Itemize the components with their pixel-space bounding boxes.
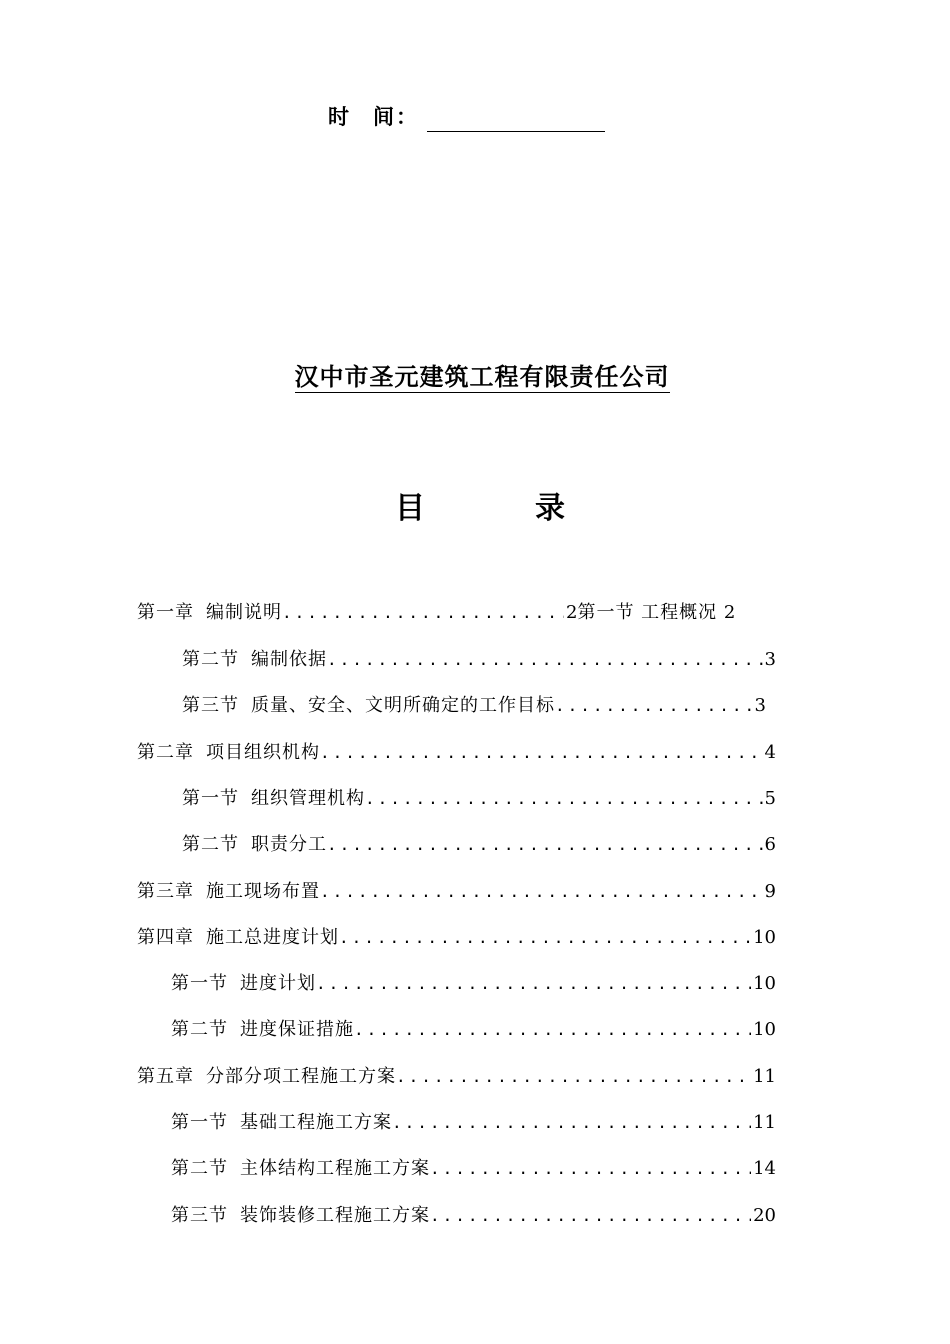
toc-entry[interactable]: 第五章 分部分项工程施工方案 ..... 11 (137, 1063, 776, 1091)
toc-leader (430, 1202, 751, 1230)
toc-entry[interactable]: 第三节 质量、安全、文明所确定的工作目标 ..... 3 (182, 692, 766, 720)
toc-page-number: 10 (753, 927, 776, 948)
toc-entry[interactable]: 第二章 项目组织机构 ..... 4 (137, 739, 776, 767)
toc-leader (320, 739, 763, 767)
toc-entry[interactable]: 第二节 职责分工 ..... 6 (182, 831, 776, 859)
company-name: 汉中市圣元建筑工程有限责任公司 (294, 363, 670, 391)
time-blank-line (427, 105, 605, 132)
toc-leader (396, 1063, 751, 1091)
toc-entry[interactable]: 第三章 施工现场布置 ..... 9 (137, 878, 776, 906)
toc-page-number: 14 (753, 1158, 776, 1179)
toc-leader (555, 692, 753, 720)
toc-page-number: 11 (753, 1066, 776, 1087)
toc-entry[interactable]: 第一节 基础工程施工方案 ..... 11 (171, 1109, 776, 1137)
toc-leader (282, 599, 564, 627)
toc-page-number: 5 (764, 788, 776, 809)
toc-entry[interactable]: 第一节 进度计划 ..... 10 (171, 970, 776, 998)
toc-heading: 目 录 (395, 491, 565, 526)
toc-entry[interactable]: 第二节 进度保证措施 ..... 10 (171, 1016, 776, 1044)
toc-page-number: 10 (753, 1019, 776, 1040)
toc-page-number: 9 (764, 881, 776, 902)
toc-entry[interactable]: 第二节 主体结构工程施工方案 ..... 14 (171, 1155, 776, 1183)
toc-page-number: 3 (754, 695, 766, 716)
toc-leader (320, 878, 763, 906)
time-field (328, 100, 605, 132)
toc-page-number: 11 (753, 1112, 776, 1133)
toc-entry[interactable]: 第二节 编制依据 ..... 3 (182, 646, 776, 674)
toc-entry[interactable]: 第一章 编制说明 ..... 2 第一节 工程概况 2 (137, 599, 797, 627)
toc-page-number: 4 (764, 742, 776, 763)
toc-leader (339, 924, 751, 952)
time-label: 时 间： (328, 105, 419, 129)
toc-leader (354, 1016, 751, 1044)
toc-page-number: 10 (753, 973, 776, 994)
toc-leader (392, 1109, 751, 1137)
toc-entry[interactable]: 第四章 施工总进度计划 ..... 10 (137, 924, 776, 952)
toc-leader (327, 646, 763, 674)
toc-page-number: 6 (764, 834, 776, 855)
toc-leader (365, 785, 763, 813)
toc-page-number: 3 (764, 649, 776, 670)
toc-entry[interactable]: 第一节 组织管理机构 ..... 5 (182, 785, 776, 813)
toc-page-number: 20 (753, 1205, 776, 1226)
toc-leader (430, 1155, 751, 1183)
toc-page-number: 2 (566, 602, 578, 623)
toc-run-on-entry: 第一节 工程概况 2 (577, 602, 737, 623)
toc-entry[interactable]: 第三节 装饰装修工程施工方案 ..... 20 (171, 1202, 776, 1230)
toc-leader (316, 970, 751, 998)
toc-leader (327, 831, 763, 859)
